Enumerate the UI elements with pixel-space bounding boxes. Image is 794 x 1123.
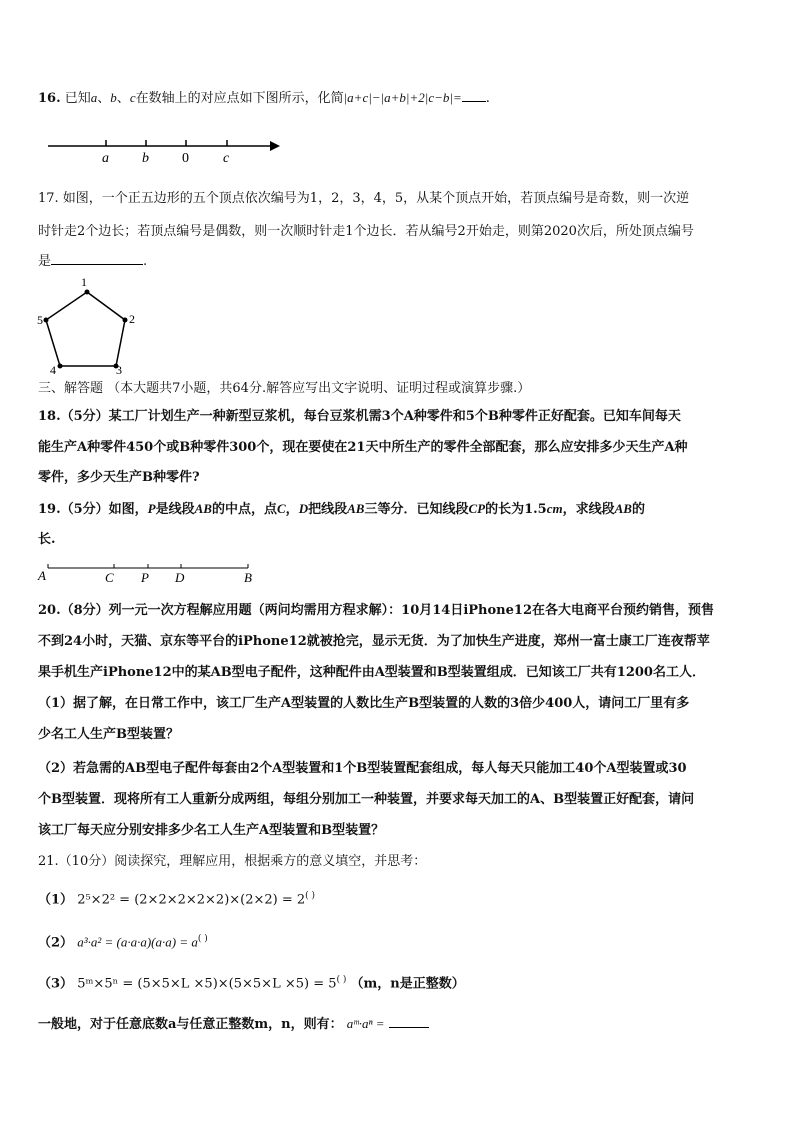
q19-text: 19.（5分）如图， (38, 502, 148, 517)
q19-text: 把线段 (308, 502, 348, 517)
q21-item1 (38, 888, 762, 908)
q20-line6: （2）若急需的AB型电子配件每套由2个A型装置和1个B型装置配套组成，每人每天只能加工40个A型装置或30 (38, 761, 687, 776)
segment-label-A: A (38, 568, 46, 583)
q16-answer-blank[interactable] (462, 89, 486, 102)
q16-expression: |a+c|−|a+b|+2|c−b|= (343, 90, 462, 105)
q17-end: . (143, 254, 148, 269)
q19-text: ， (285, 502, 299, 517)
q16-var-b: b (110, 90, 117, 105)
segment-label-P: P (141, 570, 149, 585)
q16-var-c: c (129, 90, 136, 105)
vertex-label-5: 5 (37, 313, 43, 327)
q21-item1-expr: 2⁵×2² = (2×2×2×2×2)×(2×2) = 2 (77, 892, 306, 908)
q21-item2 (38, 931, 762, 951)
q20-line7: 个B型装置．现将所有工人重新分成两组，每组分别加工一种装置，并要求每天加工的A、B型装置正好配套，请问 (38, 792, 695, 807)
q19-var: CP (468, 501, 486, 516)
q21-item3 (38, 972, 762, 992)
q18-line2: 能生产A种零件450个或B种零件300个，现在要使在21天中所生产的零件全部配套，那么应安排多少天生产A种 (38, 440, 688, 455)
q17-line3 (38, 252, 762, 270)
segment-label-D: D (175, 570, 185, 585)
q20-line8: 该工厂每天应分别安排多少名工人生产A型装置和B型装置？ (38, 823, 385, 838)
q17-answer-blank[interactable] (51, 252, 143, 265)
q21-item3-expr: 5ᵐ×5ⁿ = (5×5×L ×5)×(5×5×L ×5) = 5 (77, 976, 337, 992)
vertex-label-1: 1 (81, 275, 87, 289)
q21-final (38, 1015, 762, 1033)
q19-text: 是线段 (155, 502, 195, 517)
q19-text: 的中点，点 (211, 502, 277, 517)
q19-text: ，求线段 (562, 502, 615, 517)
vertex-label-3: 3 (116, 363, 122, 377)
q16-text2: 在数轴上的对应点如下图所示，化简 (135, 91, 344, 106)
q19-var: D (298, 501, 309, 516)
q19-text: 的 (631, 502, 645, 517)
q21-item3-blank[interactable]: ( ) (336, 975, 347, 985)
q21-item-label: （2） (38, 935, 74, 951)
q20-line4: （1）据了解，在日常工作中，该工厂生产A型装置的人数比生产B型装置的人数的3倍少400人，请问工厂里有多 (38, 696, 690, 711)
vertex-label-2: 2 (129, 312, 135, 326)
q20-line5: 少名工人生产B型装置？ (38, 727, 179, 742)
q18-line1: 18.（5分）某工厂计划生产一种新型豆浆机，每台豆浆机需3个A种零件和5个B种零件正好配套。已知车间每天 (38, 409, 681, 424)
q17-prefix: 是 (38, 254, 52, 269)
q20-line2: 不到24小时，天猫、京东等平台的iPhone12就被抢完，显示无货．为了加快生产进度，郑州一富士康工厂连夜帮苹 (38, 634, 710, 649)
q16-sep: 、 (97, 91, 111, 106)
q21-item-label: （3） (38, 976, 74, 992)
vertex-label-4: 4 (50, 363, 56, 377)
axis-label-zero: 0 (182, 151, 189, 166)
q16-end: . (485, 91, 490, 106)
q21-line1: 21.（10分）阅读探究，理解应用，根据乘方的意义填空，并思考： (38, 854, 427, 869)
q21-final-text: 一般地，对于任意底数a与任意正整数m，n，则有： (38, 1017, 343, 1032)
q16-var-a: a (90, 90, 98, 105)
q20-line1: 20.（8分）列一元一次方程解应用题（两问均需用方程求解）：10月14日iPhone12在各大电商平台预约销售，预售 (38, 603, 714, 618)
q19-unit: cm (546, 501, 563, 516)
q19-text: 的长为1.5 (485, 502, 547, 517)
segment-label-C: C (105, 570, 114, 585)
q19-text: 三等分．已知线段 (364, 502, 469, 517)
axis-label-c: c (223, 151, 230, 166)
q19-var: C (277, 501, 286, 516)
q16-line (38, 89, 762, 107)
q21-item2-blank[interactable]: ( ) (197, 934, 208, 944)
q21-final-expr: aᵐ·aⁿ = (346, 1016, 385, 1031)
q19-var: AB (347, 501, 365, 516)
q19-line2: 长. (38, 532, 56, 547)
q20-line3: 果手机生产iPhone12中的某AB型电子配件，这种配件由A型装置和B型装置组成．已知该工厂共有1200名工人． (38, 665, 705, 680)
q21-item3-note: （m，n是正整数） (350, 976, 465, 992)
section-heading: 三、解答题 （本大题共7小题，共64分.解答应写出文字说明、证明过程或演算步骤.） (38, 381, 531, 396)
q19-var: P (147, 501, 156, 516)
number-line (44, 132, 284, 166)
q21-item-label: （1） (38, 892, 74, 908)
q17-line2: 时针走2个边长；若顶点编号是偶数，则一次顺时针走1个边长．若从编号2开始走，则第2020次后，所处顶点编号 (38, 224, 694, 239)
q21-answer-blank[interactable] (389, 1015, 429, 1028)
segment-figure (36, 560, 266, 588)
q21-item1-blank[interactable]: ( ) (305, 891, 316, 901)
q16-text1: 已知 (64, 91, 91, 106)
segment-label-B: B (244, 570, 252, 585)
q21-item2-expr: a³·a² = (a·a·a)(a·a) = a (77, 934, 198, 950)
q19-var: AB (614, 501, 632, 516)
q17-line1: 17. 如图，一个正五边形的五个顶点依次编号为1，2，3，4，5，从某个顶点开始，若顶点编号是奇数，则一次逆 (38, 191, 690, 206)
axis-label-b: b (142, 151, 149, 166)
q18-line3: 零件，多少天生产B种零件? (38, 470, 200, 485)
axis-label-a: a (102, 151, 109, 166)
q19-var: AB (194, 501, 212, 516)
q16-number: 16. (38, 91, 61, 106)
pentagon-figure (30, 270, 150, 378)
q19-line1 (38, 500, 762, 518)
q16-sep: 、 (116, 91, 130, 106)
